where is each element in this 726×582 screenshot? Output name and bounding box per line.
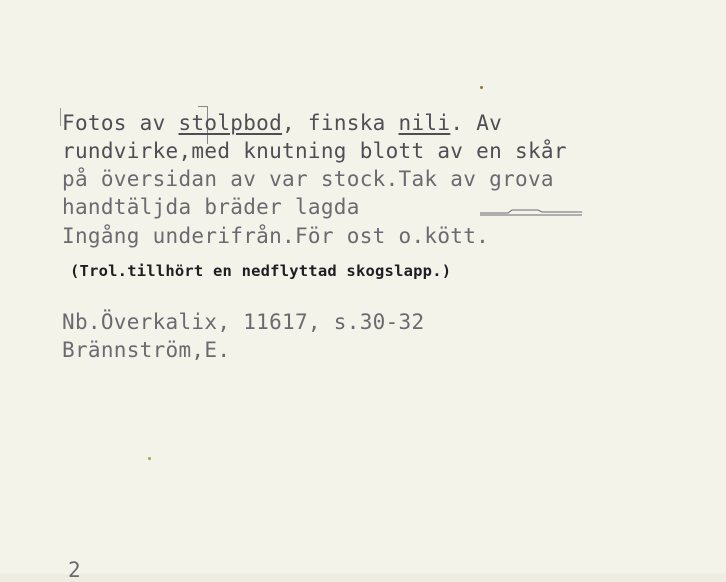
text-line-5: Ingång underifrån.För ost o.kött. — [62, 224, 490, 248]
source-line-1: Nb.Överkalix, 11617, s.30-32 — [62, 310, 425, 334]
text-line-3: på översidan av var stock.Tak av grova — [62, 167, 554, 191]
text-line-1: Fotos av stolpbod, finska nili. Av — [62, 111, 503, 135]
bracket-mark — [60, 108, 61, 126]
scribble-sketch — [478, 203, 588, 219]
text-line-4: handtäljda bräder lagda — [62, 195, 360, 219]
ink-speck — [480, 86, 483, 89]
page-mark: 2 — [68, 558, 81, 582]
text-line-2: rundvirke,med knutning blott av en skår — [62, 139, 567, 163]
ink-speck — [148, 457, 151, 460]
note-line: (Trol.tillhört en nedflyttad skogslapp.) — [70, 262, 452, 280]
source-line-2: Brännström,E. — [62, 338, 231, 362]
